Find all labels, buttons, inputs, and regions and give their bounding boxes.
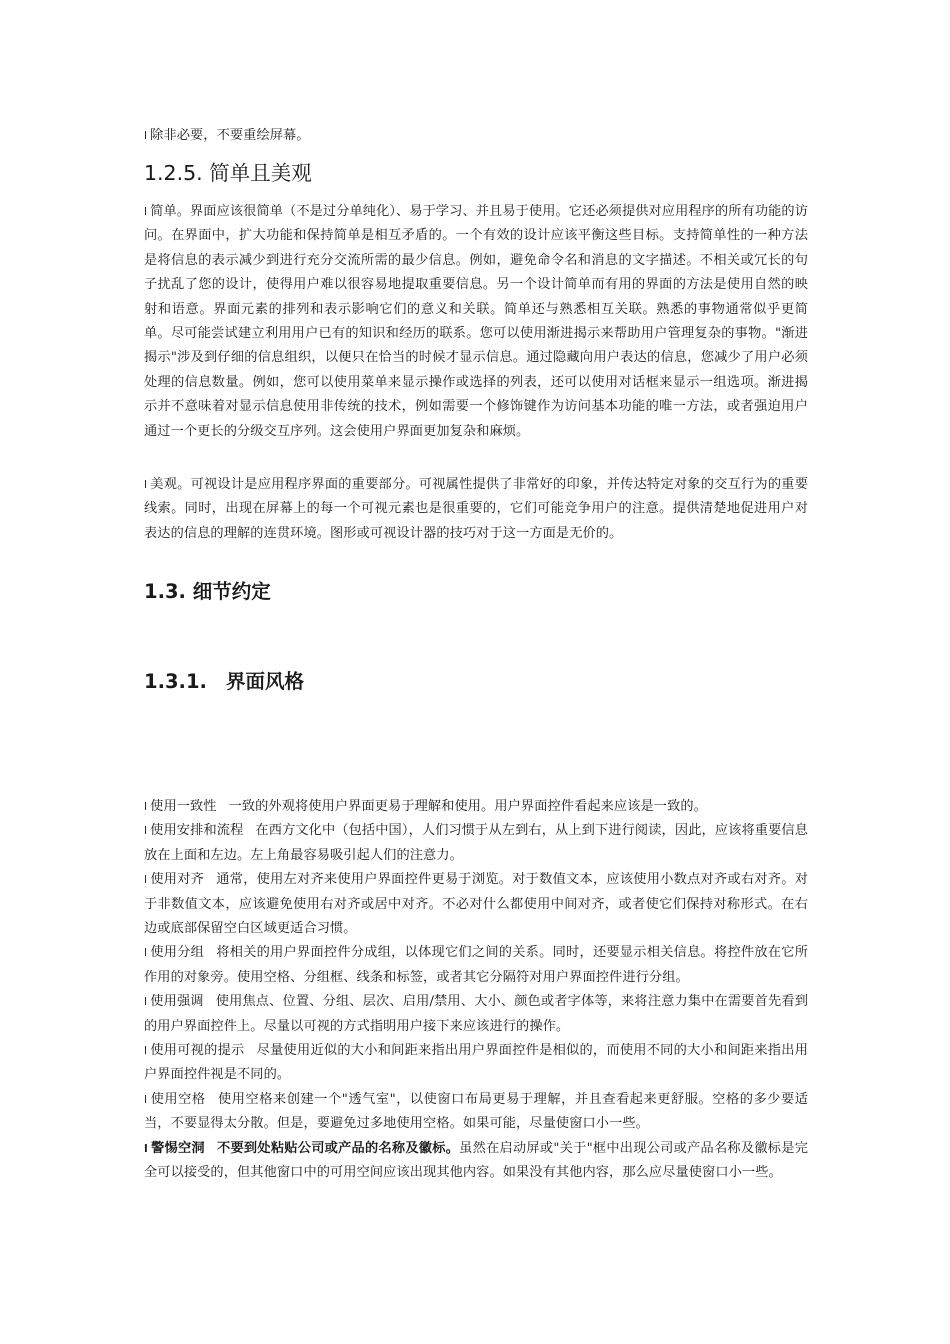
list-item-visual-cues bbox=[144, 1039, 808, 1088]
bullet-marker: l bbox=[144, 946, 148, 960]
section-heading-1-3-1 bbox=[144, 668, 304, 696]
intro-text: 除非必要，不要重绘屏幕。 bbox=[150, 128, 310, 143]
item-text: 将相关的用户界面控件分成组，以体现它们之间的关系。同时，还要显示相关信息。将控件放在它所作用的对象旁。使用空格、分组框、线条和标签，或者其它分隔符对用户界面控件进行分组。 bbox=[144, 945, 808, 985]
list-item-avoid-clutter bbox=[144, 1137, 808, 1186]
item-text: 尽量使用近似的大小和间距来指出用户界面控件是相似的，而使用不同的大小和间距来指出用户界面控件视是不同的。 bbox=[144, 1043, 808, 1083]
bullet-marker: l bbox=[144, 205, 148, 218]
item-label: 使用一致性 bbox=[150, 799, 217, 814]
section-heading-1-3: 1.3. 细节约定 bbox=[144, 580, 271, 603]
list-item-consistency bbox=[144, 795, 808, 819]
item-label: 使用空格 bbox=[150, 1091, 206, 1107]
section-title: 界面风格 bbox=[226, 670, 305, 693]
interface-style-list bbox=[144, 795, 808, 1186]
item-text: 在西方文化中（包括中国），人们习惯于从左到右，从上到下进行阅读，因此，应该将重要信息放在上面和左边。左上角最容易吸引起人们的注意力。 bbox=[144, 823, 808, 863]
item-label: 使用对齐 bbox=[150, 872, 205, 888]
list-item-emphasis bbox=[144, 990, 808, 1039]
item-text: 虽然在启动屏或"关于"框中出现公司或产品名称及徽标是完全可以接受的，但其他窗口中的可用空间应该出现其他内容。如果没有其他内容，那么应尽量使窗口小一些。 bbox=[144, 1140, 808, 1181]
item-text: 通常，使用左对齐来使用户界面控件更易于浏览。对于数值文本，应该使用小数点对齐或右对齐。对于非数值文本，应该避免使用右对齐或居中对齐。不必对什么都使用中间对齐，或者使它们保持对称形式。在右边或底部保留空白区域更适合习惯。 bbox=[144, 872, 808, 937]
bullet-marker: l bbox=[144, 478, 148, 491]
bullet-marker: l bbox=[144, 1044, 148, 1058]
item-label: 使用分组 bbox=[150, 945, 205, 961]
item-label: 警惕空洞 bbox=[150, 1140, 205, 1156]
bullet-marker: l bbox=[144, 1092, 148, 1106]
bullet-marker: l bbox=[144, 995, 148, 1009]
item-text: 使用空格来创建一个"透气室"，以使窗口布局更易于理解，并且查看起来更舒服。空格的多少要适当，不要显得太分散。但是，要避免过多地使用空格。如果可能，尽量使窗口小一些。 bbox=[144, 1091, 809, 1132]
bullet-marker: l bbox=[144, 129, 148, 142]
list-item-alignment bbox=[144, 868, 808, 941]
bullet-marker: l bbox=[144, 1141, 148, 1155]
bullet-marker: l bbox=[144, 800, 148, 813]
simplicity-text: 简单。界面应该很简单（不是过分单纯化）、易于学习、并且易于使用。它还必须提供对应用程序的所有功能的访问。在界面中，扩大功能和保持简单是相互矛盾的。一个有效的设计应该平衡这些目标。支持简单性的一种方法是将信息的表示减少到进行充分交流所需的最少信息。例如，避免命令名和消息的文字描述。不相关或冗长的句子扰乱了您的设计，使得用户难以很容易地提取重要信息。另一个设计简单而有用的界面的方法是使用自然的映射和语意。界面元素的排列和表示影响它们的意义和关联。简单还与熟悉相互关联。熟悉的事物通常似乎更简单。尽可能尝试建立利用用户已有的知识和经历的联系。您可以使用渐进揭示来帮助用户管理复杂的事物。"渐进揭示"涉及到仔细的信息组织，以便只在恰当的时候才显示信息。通过隐藏向用户表达的信息，您减少了用户必须处理的信息数量。例如，您可以使用菜单来显示操作或选择的列表，还可以使用对话框来显示一组选项。渐进揭示并不意味着对显示信息使用非传统的技术，例如需要一个修饰键作为访问基本功能的唯一方法，或者强迫用户通过一个更长的分级交互序列。这会使用户界面更加复杂和麻烦。 bbox=[144, 204, 808, 439]
item-label: 使用可视的提示 bbox=[150, 1043, 245, 1059]
bullet-marker: l bbox=[144, 873, 148, 887]
item-text: 一致的外观将使用户界面更易于理解和使用。用户界面控件看起来应该是一致的。 bbox=[228, 799, 707, 814]
item-bold-text: 不要到处粘贴公司或产品的名称及徽标。 bbox=[216, 1140, 460, 1156]
item-label: 使用安排和流程 bbox=[150, 823, 244, 839]
list-item-grouping bbox=[144, 941, 808, 990]
aesthetics-text: 美观。可视设计是应用程序界面的重要部分。可视属性提供了非常好的印象，并传达特定对象的交互行为的重要线索。同时，出现在屏幕上的每一个可视元素也是很重要的，它们可能竞争用户的注意。提供清楚地促进用户对表达的信息的理解的连贯环境。图形或可视设计器的技巧对于这一方面是无价的。 bbox=[144, 477, 808, 541]
list-item-flow bbox=[144, 819, 808, 868]
section-number: 1.3.1. bbox=[144, 670, 207, 693]
aesthetics-paragraph bbox=[144, 473, 808, 546]
intro-list-item bbox=[144, 124, 808, 148]
item-label: 使用强调 bbox=[150, 994, 204, 1010]
section-heading-1-2-5: 1.2.5. 简单且美观 bbox=[144, 161, 312, 185]
simplicity-paragraph bbox=[144, 200, 808, 444]
list-item-whitespace bbox=[144, 1088, 808, 1137]
item-text: 使用焦点、位置、分组、层次、启用/禁用、大小、颜色或者字体等，来将注意力集中在需要首先看到的用户界面控件上。尽量以可视的方式指明用户接下来应该进行的操作。 bbox=[144, 994, 808, 1034]
bullet-marker: l bbox=[144, 824, 148, 838]
